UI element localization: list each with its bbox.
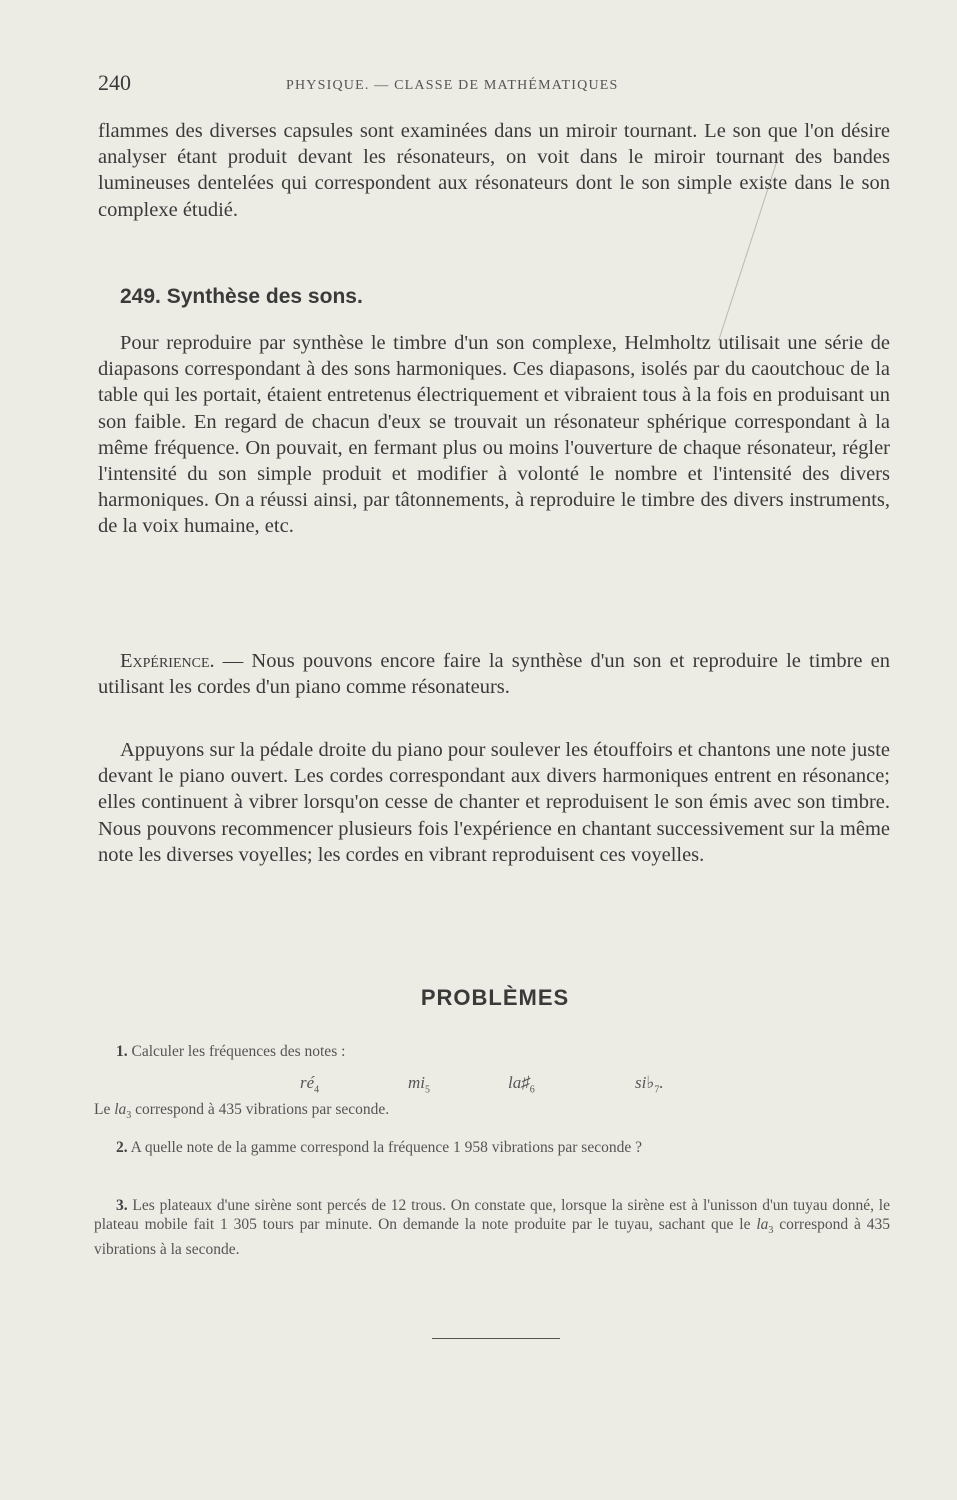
synthesis-paragraph: Pour reproduire par synthèse le timbre d'un son complexe, Helmholtz utilisait une série de diapasons correspondant à des sons harmoniques. Ces diapasons, isolés par du caoutchouc de la table qui les portait, étaient entretenus électriquement et vibraient tous à la fois en produisant un son faible. En regard de chacun d'eux se trouvait un résonateur sphérique correspondant à la même fréquence. On pouvait, en fermant plus ou moins l'ouverture de chaque résonateur, régler l'intensité du son simple produit et modifier à volonté le nombre et l'intensité des divers harmoniques. On a réussi ainsi, par tâtonnements, à reproduire le timbre des divers instruments, de la voix humaine, etc. xyxy=(98,332,890,538)
piano-paragraph: Appuyons sur la pédale droite du piano pour soulever les étouffoirs et chantons une note juste devant le piano ouvert. Les cordes correspondant aux divers harmoniques entrent en résonance; elles continuent à vibrer lorsqu'on cesse de chanter et reproduisent le son émis avec son timbre. Nous pouvons recommencer plusieurs fois l'expérience en chantant successivement sur la même note les diverses voyelles; les cordes en vibrant reproduisent ces voyelles. xyxy=(98,739,890,866)
experience-label: Expérience. xyxy=(120,650,215,672)
problem-1-number: 1. xyxy=(116,1043,128,1060)
note-mi: $mi_5$ xyxy=(408,1073,430,1096)
section-heading: 249. Synthèse des sons. xyxy=(120,285,363,308)
problem-3: 3. Les plateaux d'une sirène sont percés de 12 trous. On constate que, lorsque la sirène est à l'unisson d'un tuyau donné, le plateau mobile fait 1 305 tours par minute. On demande la note produite par le tuyau, sachant que le $la_3$ correspond à 435 vibrations à la seconde. xyxy=(94,1197,890,1259)
note-si-flat: $si♭_7$. xyxy=(635,1073,664,1096)
problem-2-text: A quelle note de la gamme correspond la fréquence 1 958 vibrations par seconde ? xyxy=(130,1139,642,1156)
problem-1-reference: Le $la_3$ correspond à 435 vibrations par seconde. xyxy=(94,1101,390,1122)
note-re: $ré_4$ xyxy=(300,1073,320,1096)
problem-3-number: 3. xyxy=(116,1197,128,1214)
problem-1-text: Calculer les fréquences des notes : xyxy=(131,1043,346,1060)
experience-text: — Nous pouvons encore faire la synthèse d'un son et reproduire le timbre en utilisant les cordes d'un piano comme résonateurs. xyxy=(98,650,890,699)
note-la-sharp: $la♯_6$ xyxy=(508,1073,535,1096)
problem-2-number: 2. xyxy=(116,1139,128,1156)
problem-2 xyxy=(94,1138,890,1157)
problem-1-notes xyxy=(0,1073,957,1095)
experience-paragraph xyxy=(98,648,890,700)
problems-title: PROBLÈMES xyxy=(420,985,570,1010)
running-head: PHYSIQUE. — CLASSE DE MATHÉMATIQUES xyxy=(286,78,619,93)
page-header xyxy=(98,70,898,100)
page-number: 240 xyxy=(98,70,131,95)
intro-paragraph: flammes des diverses capsules sont examinées dans un miroir tournant. Le son que l'on désire analyser étant produit devant les résonateurs, on voit dans le miroir tournant des bandes lumineuses dentelées qui correspondent aux résonateurs dont le son simple existe dans le son complexe étudié. xyxy=(98,120,890,221)
end-rule xyxy=(432,1338,560,1339)
problem-1 xyxy=(94,1042,890,1061)
